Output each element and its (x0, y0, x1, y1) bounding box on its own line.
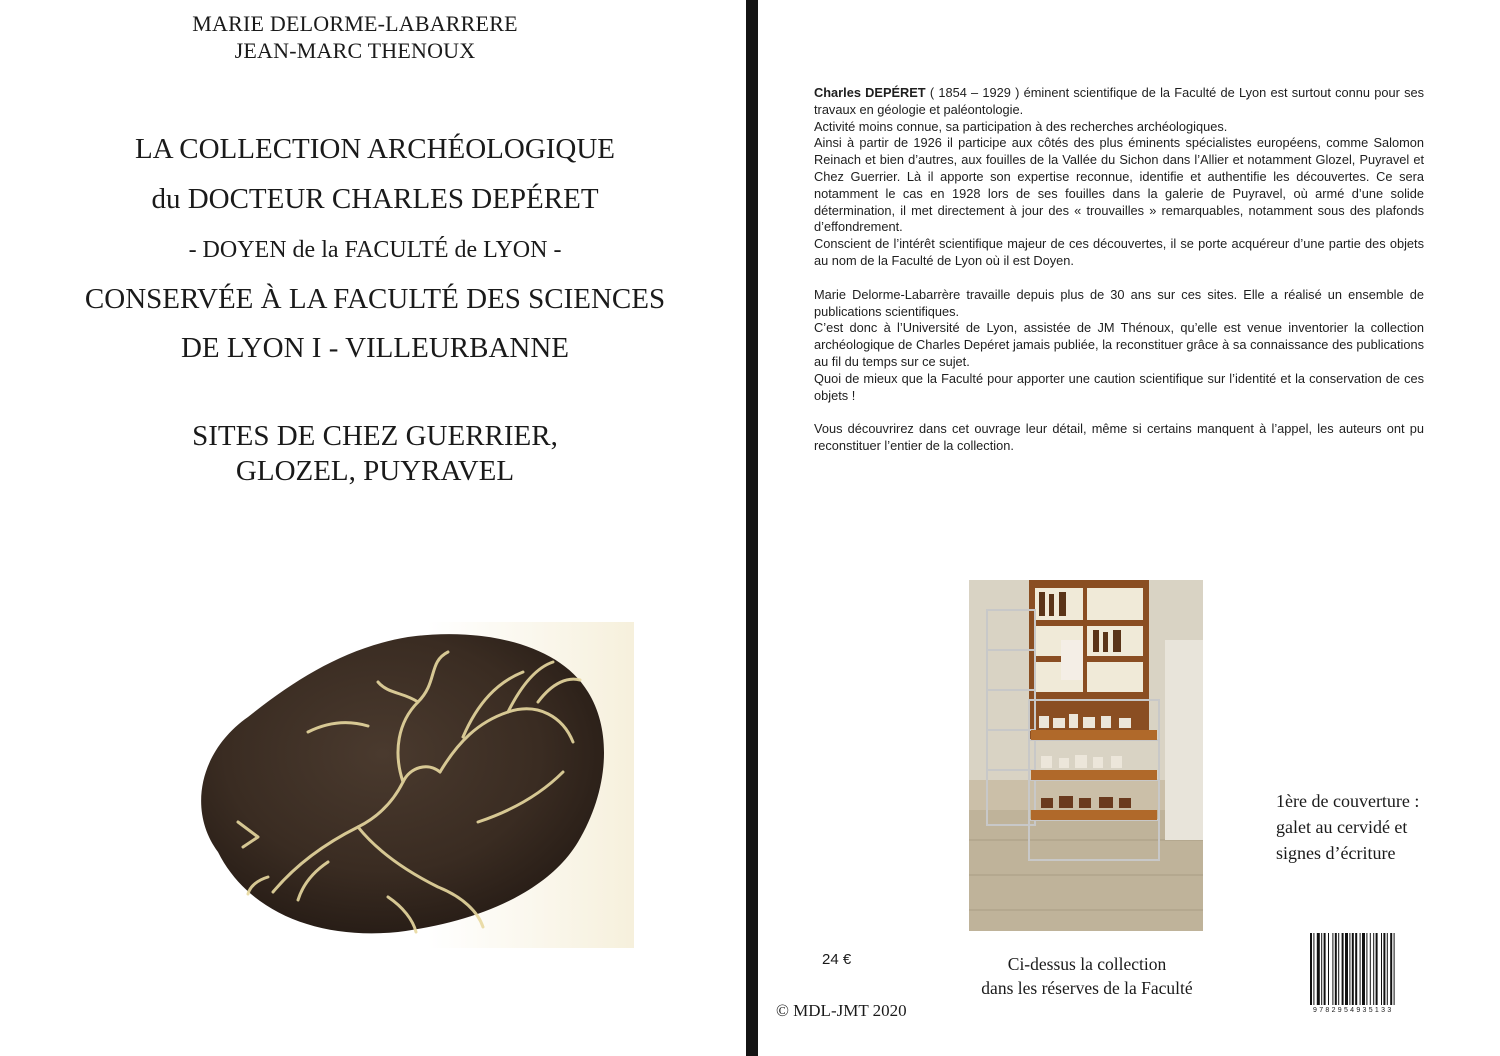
photo-caption-line-1: Ci-dessus la collection (1007, 954, 1167, 974)
front-cover-note-line-3: signes d’écriture (1276, 843, 1396, 863)
title-line-2: du DOCTEUR CHARLES DEPÉRET (151, 183, 599, 215)
price: 24 € (822, 951, 852, 968)
title-line-4: CONSERVÉE À LA FACULTÉ DES SCIENCES (84, 283, 666, 315)
blurb-lead-name: Charles DEPÉRET (814, 85, 926, 100)
blurb-paragraph-7: Quoi de mieux que la Faculté pour apporter une caution scientifique sur l’identité et la conservation de ces objets ! (814, 370, 1424, 403)
title-line-1: LA COLLECTION ARCHÉOLOGIQUE (134, 133, 616, 165)
blurb-paragraph-8: Vous découvrirez dans cet ouvrage leur détail, même si certains manquent à l’appel, les auteurs ont pu reconstituer l’entier de la collection. (814, 421, 1424, 454)
sites-line-1: SITES DE CHEZ GUERRIER, (192, 420, 558, 452)
front-cover (0, 0, 746, 1056)
photo-caption-line-2: dans les réserves de la Faculté (981, 978, 1193, 998)
copyright: © MDL-JMT 2020 (776, 1001, 907, 1020)
blurb-paragraph-5: Marie Delorme-Labarrère travaille depuis plus de 30 ans sur ces sites. Elle a réalisé un ensemble de publications scientifiques. (814, 286, 1424, 319)
blurb-paragraph-6: C’est donc à l’Université de Lyon, assistée de JM Thénoux, qu’elle est venue inventorier la collection archéologique de Charles Depéret jamais publiée, la reconstituer grâce à sa connaissance des publications au fil du temps sur ce sujet. (814, 320, 1424, 369)
blurb-paragraph-1-rest: ( 1854 – 1929 ) éminent scientifique de la Faculté de Lyon est surtout connu pour ses travaux en géologie et paléontologie. (814, 85, 1424, 117)
isbn-number: 9782954935133 (1313, 1007, 1394, 1014)
authors (0, 10, 710, 64)
author-2: JEAN-MARC THENOUX (234, 38, 476, 63)
sites-line-2: GLOZEL, PUYRAVEL (235, 455, 515, 487)
collection-storage-photo (969, 580, 1203, 931)
blurb-paragraph-2: Activité moins connue, sa participation à des recherches archéologiques. (814, 118, 1228, 134)
title-line-5: DE LYON I - VILLEURBANNE (180, 332, 569, 364)
front-cover-note (1276, 788, 1419, 866)
blurb-paragraph-3: Ainsi à partir de 1926 il participe aux côtés des plus éminents spécialistes européens, comme Salomon Reinach et bien d’autres, aux fouilles de la Vallée du Sichon dans l’Allier et notamment Glozel, Puyravel et Chez Guerrier. Là il apporte son expertise reconnue, identifie et authentifie les découvertes. Ce sera notamment le cas en 1928 lors de ses fouilles dans la galerie de Puyravel, où armé d’une solide détermination, il met directement à jour des « trouvailles » remarquables, notamment sous des plafonds d’effondrement. (814, 135, 1424, 235)
author-1: MARIE DELORME-LABARRERE (192, 11, 518, 36)
back-cover (758, 0, 1500, 1056)
back-cover-blurb (814, 85, 1424, 455)
front-cover-note-line-1: 1ère de couverture : (1276, 791, 1420, 811)
book-spine (746, 0, 758, 1056)
blurb-paragraph-4: Conscient de l’intérêt scientifique majeur de ces découvertes, il se porte acquéreur d’une partie des objets au nom de la Faculté de Lyon où il est Doyen. (814, 236, 1424, 268)
isbn-barcode (1308, 933, 1426, 1007)
engraved-pebble-image (178, 622, 634, 948)
blurb-paragraph-1 (814, 85, 1424, 119)
title-line-3: - DOYEN de la FACULTÉ de LYON - (188, 237, 562, 263)
front-cover-note-line-2: galet au cervidé et (1276, 817, 1408, 837)
photo-caption (954, 952, 1220, 1000)
